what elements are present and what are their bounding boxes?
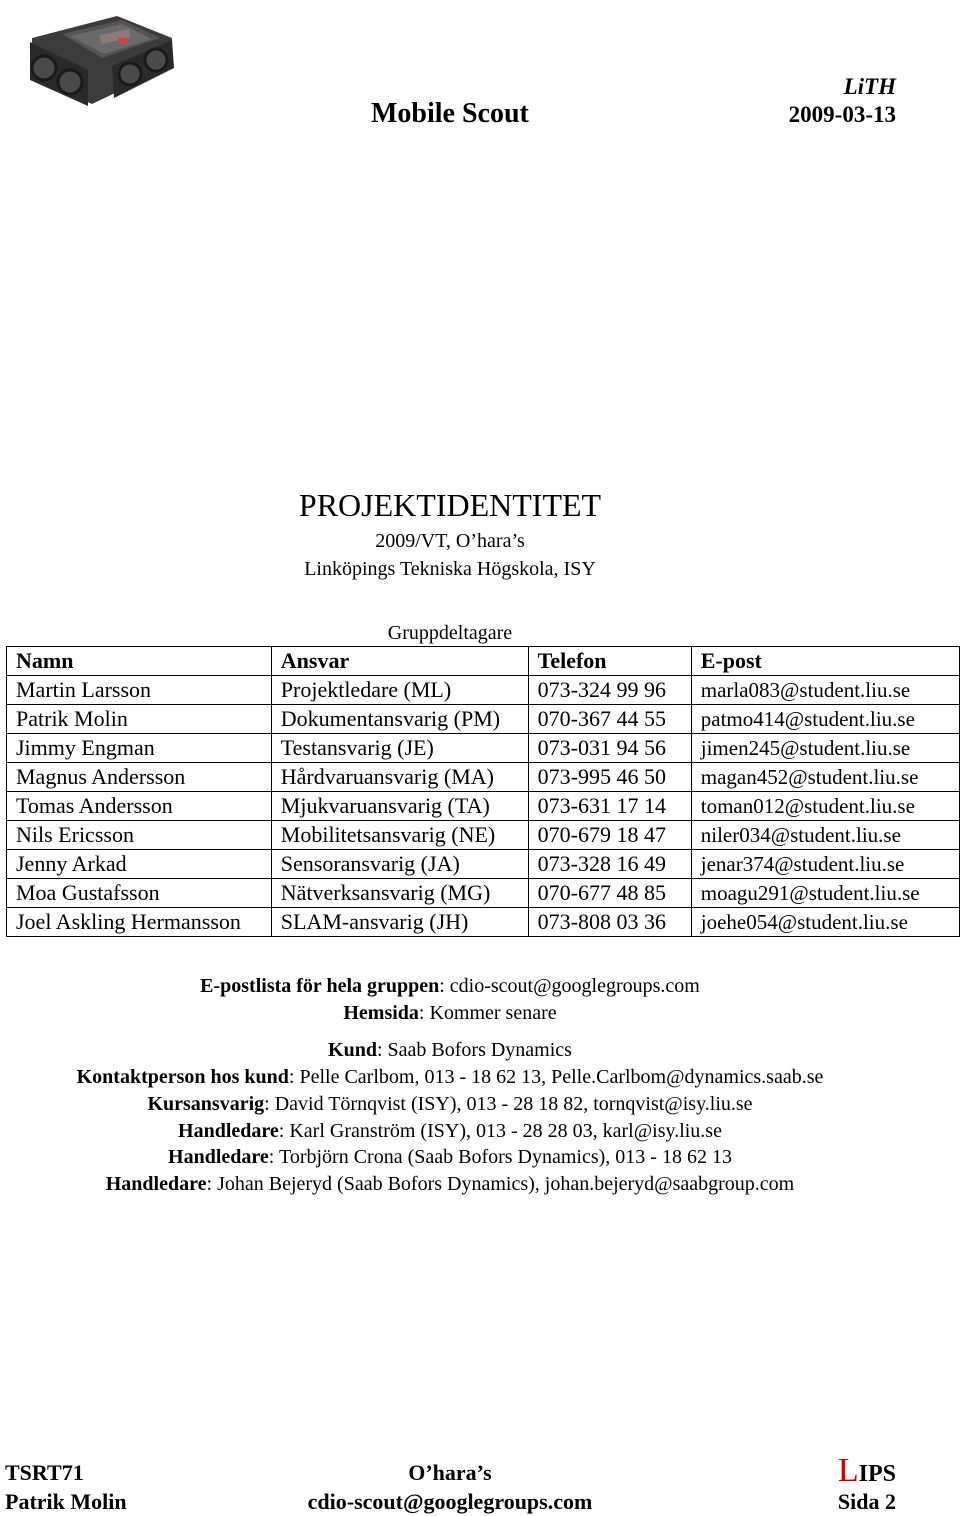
member-name: Nils Ericsson <box>7 821 272 850</box>
contact-line <box>0 1002 900 1025</box>
member-email: patmo414@student.liu.se <box>691 705 959 734</box>
contact-value: : Torbjörn Crona (Saab Bofors Dynamics), 013 - 18 62 13 <box>268 1146 732 1168</box>
member-role: Mobilitetsansvarig (NE) <box>271 821 528 850</box>
table-row <box>7 792 960 821</box>
column-header-email: E-post <box>691 647 959 676</box>
member-name: Magnus Andersson <box>7 763 272 792</box>
contact-label: Hemsida <box>343 1002 419 1024</box>
table-row <box>7 763 960 792</box>
footer-course-code: TSRT71 <box>5 1460 84 1485</box>
page-number: Sida 2 <box>837 1489 896 1514</box>
contact-label: Kontaktperson hos kund <box>76 1066 289 1088</box>
member-phone: 073-631 17 14 <box>528 792 691 821</box>
contact-value: : cdio-scout@googlegroups.com <box>439 975 700 997</box>
member-role: Sensoransvarig (JA) <box>271 850 528 879</box>
member-role: Mjukvaruansvarig (TA) <box>271 792 528 821</box>
document-date: 2009-03-13 <box>788 102 896 127</box>
contact-value: : David Törnqvist (ISY), 013 - 28 18 82, tornqvist@isy.liu.se <box>264 1093 753 1115</box>
institution-label: LiTH <box>843 74 896 99</box>
member-name: Jimmy Engman <box>7 734 272 763</box>
member-role: Nätverksansvarig (MG) <box>271 879 528 908</box>
member-phone: 073-995 46 50 <box>528 763 691 792</box>
footer-author: Patrik Molin <box>5 1489 127 1514</box>
members-table-body <box>7 676 960 937</box>
contact-line <box>0 1120 900 1143</box>
table-row <box>7 908 960 937</box>
term-line: 2009/VT, O’hara’s <box>375 530 525 552</box>
column-header-phone: Telefon <box>528 647 691 676</box>
member-phone: 073-808 03 36 <box>528 908 691 937</box>
column-header-name: Namn <box>7 647 272 676</box>
project-title: Mobile Scout <box>371 98 529 129</box>
contact-value: : Kommer senare <box>418 1002 557 1024</box>
table-row <box>7 676 960 705</box>
contact-label: Kund <box>328 1039 377 1061</box>
members-table <box>6 646 960 937</box>
member-email: toman012@student.liu.se <box>691 792 959 821</box>
contact-value: : Karl Granström (ISY), 013 - 28 28 03, karl@isy.liu.se <box>278 1120 722 1142</box>
page-title: PROJEKTIDENTITET <box>298 487 602 523</box>
table-row <box>7 879 960 908</box>
member-phone: 070-677 48 85 <box>528 879 691 908</box>
table-header-row <box>7 647 960 676</box>
contact-line <box>0 1066 900 1089</box>
contact-line <box>0 1146 900 1169</box>
member-name: Martin Larsson <box>7 676 272 705</box>
member-role: SLAM-ansvarig (JH) <box>271 908 528 937</box>
contact-label: Handledare <box>105 1173 207 1195</box>
contact-label: Kursansvarig <box>147 1093 265 1115</box>
footer-group-name: O’hara’s <box>408 1460 492 1485</box>
member-name: Tomas Andersson <box>7 792 272 821</box>
member-phone: 073-324 99 96 <box>528 676 691 705</box>
contact-line <box>0 1173 900 1196</box>
member-email: moagu291@student.liu.se <box>691 879 959 908</box>
lips-logo-initial: L <box>837 1452 859 1489</box>
contact-label: Handledare <box>168 1146 269 1168</box>
member-email: jenar374@student.liu.se <box>691 850 959 879</box>
footer-email: cdio-scout@googlegroups.com <box>307 1489 593 1514</box>
school-line: Linköpings Tekniska Högskola, ISY <box>304 558 596 580</box>
member-email: niler034@student.liu.se <box>691 821 959 850</box>
table-caption: Gruppdeltagare <box>387 622 513 644</box>
contact-line <box>0 1039 900 1062</box>
member-role: Dokumentansvarig (PM) <box>271 705 528 734</box>
contact-line <box>0 1093 900 1116</box>
member-phone: 070-367 44 55 <box>528 705 691 734</box>
table-row <box>7 705 960 734</box>
contact-line <box>0 975 900 998</box>
contact-value: : Pelle Carlbom, 013 - 18 62 13, Pelle.Carlbom@dynamics.saab.se <box>288 1066 824 1088</box>
lips-logo <box>838 1452 896 1490</box>
table-row <box>7 850 960 879</box>
member-email: marla083@student.liu.se <box>691 676 959 705</box>
member-phone: 070-679 18 47 <box>528 821 691 850</box>
member-email: joehe054@student.liu.se <box>691 908 959 937</box>
member-name: Joel Askling Hermansson <box>7 908 272 937</box>
member-name: Moa Gustafsson <box>7 879 272 908</box>
member-phone: 073-328 16 49 <box>528 850 691 879</box>
contact-value: : Saab Bofors Dynamics <box>376 1039 572 1061</box>
member-email: jimen245@student.liu.se <box>691 734 959 763</box>
member-phone: 073-031 94 56 <box>528 734 691 763</box>
member-name: Jenny Arkad <box>7 850 272 879</box>
member-role: Testansvarig (JE) <box>271 734 528 763</box>
table-row <box>7 821 960 850</box>
member-role: Hårdvaruansvarig (MA) <box>271 763 528 792</box>
member-name: Patrik Molin <box>7 705 272 734</box>
robot-vehicle-image <box>22 8 180 108</box>
contact-label: E-postlista för hela gruppen <box>200 975 440 997</box>
column-header-role: Ansvar <box>271 647 528 676</box>
member-role: Projektledare (ML) <box>271 676 528 705</box>
contact-value: : Johan Bejeryd (Saab Bofors Dynamics), johan.bejeryd@saabgroup.com <box>206 1173 795 1195</box>
lips-logo-rest: IPS <box>858 1461 896 1487</box>
contact-label: Handledare <box>178 1120 279 1142</box>
table-row <box>7 734 960 763</box>
member-email: magan452@student.liu.se <box>691 763 959 792</box>
